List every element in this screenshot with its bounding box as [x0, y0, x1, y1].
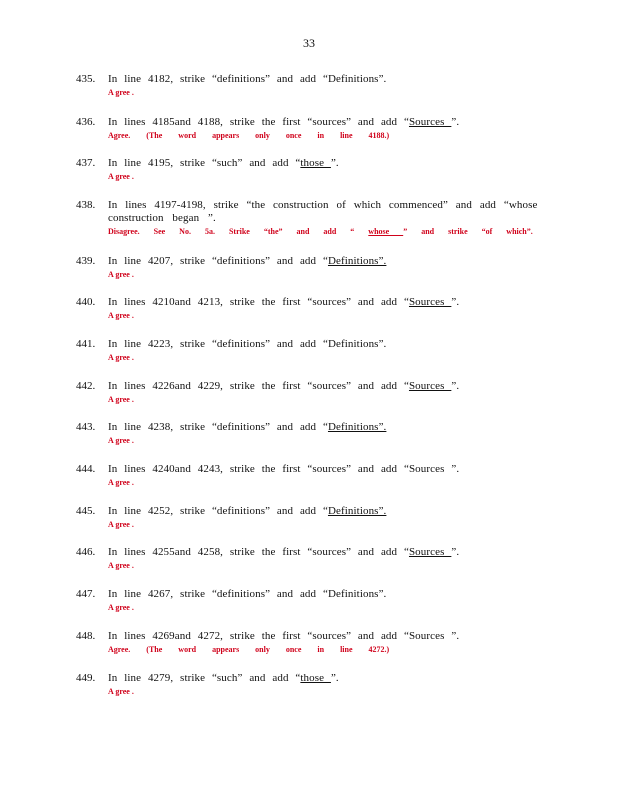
item-number: 442. [76, 380, 96, 392]
closing-quote: ”. [378, 338, 387, 350]
instruction-text: In line 4182, strike “definitions” and add “ [108, 73, 328, 85]
instruction-text: In line 4223, strike “definitions” and add “ [108, 338, 328, 350]
item-number: 445. [76, 505, 96, 517]
added-text: Definitions [327, 338, 379, 350]
item-number: 446. [76, 546, 96, 558]
added-text: Sources [408, 116, 452, 128]
response-note: A gree . [108, 172, 134, 181]
added-text: Definitions [327, 73, 379, 85]
response-note: A gree . [108, 603, 134, 612]
added-text: those [300, 672, 331, 684]
response-note: A gree . [108, 436, 134, 445]
item-number: 449. [76, 672, 96, 684]
added-text: Definitions”. [327, 505, 387, 517]
instruction-text: In lines 4240and 4243, strike the first “sources” and add “ [108, 463, 409, 475]
instruction-text: In lines 4210and 4213, strike the first “sources” and add “ [108, 296, 409, 308]
closing-quote: ”. [451, 380, 460, 392]
response-note: A gree . [108, 395, 134, 404]
item-number: 437. [76, 157, 96, 169]
item-number: 438. [76, 199, 96, 211]
instruction-text: In lines 4255and 4258, strike the first “sources” and add “ [108, 546, 409, 558]
closing-quote: ”. [451, 463, 460, 475]
closing-quote: ”. [330, 672, 339, 684]
closing-quote: ”. [451, 546, 460, 558]
added-text: Sources [408, 296, 452, 308]
added-text: Definitions”. [327, 255, 387, 267]
closing-quote: ”. [330, 157, 339, 169]
instruction-text: In line 4279, strike “such” and add “ [108, 672, 301, 684]
added-text: Definitions [327, 588, 379, 600]
item-number: 444. [76, 463, 96, 475]
item-number: 439. [76, 255, 96, 267]
instruction-text: In line 4238, strike “definitions” and add “ [108, 421, 328, 433]
closing-quote: ”. [378, 73, 387, 85]
instruction-text: In line 4252, strike “definitions” and add “ [108, 505, 328, 517]
page-number: 33 [303, 36, 315, 50]
item-number: 440. [76, 296, 96, 308]
response-note: A gree . [108, 311, 134, 320]
response-added-word: whose [368, 227, 404, 236]
response-note: Disagree. See No. 5a. Strike “the” and add “ [108, 227, 369, 236]
response-note: A gree . [108, 478, 134, 487]
instruction-text-continued: construction began ”. [108, 212, 216, 224]
instruction-text: In line 4207, strike “definitions” and add “ [108, 255, 328, 267]
instruction-text: In lines 4185and 4188, strike the first “sources” and add “ [108, 116, 409, 128]
response-note: A gree . [108, 88, 134, 97]
added-text: Sources [408, 380, 452, 392]
item-number: 441. [76, 338, 96, 350]
closing-quote: ”. [451, 630, 460, 642]
instruction-text: In lines 4269and 4272, strike the first “sources” and add “ [108, 630, 409, 642]
added-text: those [300, 157, 331, 169]
instruction-text: In lines 4197-4198, strike “the construction of which commenced” and add “whose [108, 199, 538, 211]
added-text: Sources [408, 630, 452, 642]
closing-quote: ”. [451, 296, 460, 308]
response-note: A gree . [108, 270, 134, 279]
closing-quote: ”. [451, 116, 460, 128]
response-note: Agree. (The word appears only once in line 4188.) [108, 131, 390, 140]
instruction-text: In line 4195, strike “such” and add “ [108, 157, 301, 169]
item-number: 448. [76, 630, 96, 642]
response-note: Agree. (The word appears only once in line 4272.) [108, 645, 390, 654]
response-note: A gree . [108, 687, 134, 696]
added-text: Sources [408, 463, 452, 475]
closing-quote: ”. [378, 588, 387, 600]
instruction-text: In line 4267, strike “definitions” and add “ [108, 588, 328, 600]
response-note: A gree . [108, 353, 134, 362]
item-number: 436. [76, 116, 96, 128]
item-number: 443. [76, 421, 96, 433]
response-note: A gree . [108, 561, 134, 570]
item-number: 435. [76, 73, 96, 85]
response-note-tail: ” and strike “of which”. [403, 227, 533, 236]
added-text: Sources [408, 546, 452, 558]
instruction-text: In lines 4226and 4229, strike the first “sources” and add “ [108, 380, 409, 392]
added-text: Definitions”. [327, 421, 387, 433]
item-number: 447. [76, 588, 96, 600]
response-note: A gree . [108, 520, 134, 529]
